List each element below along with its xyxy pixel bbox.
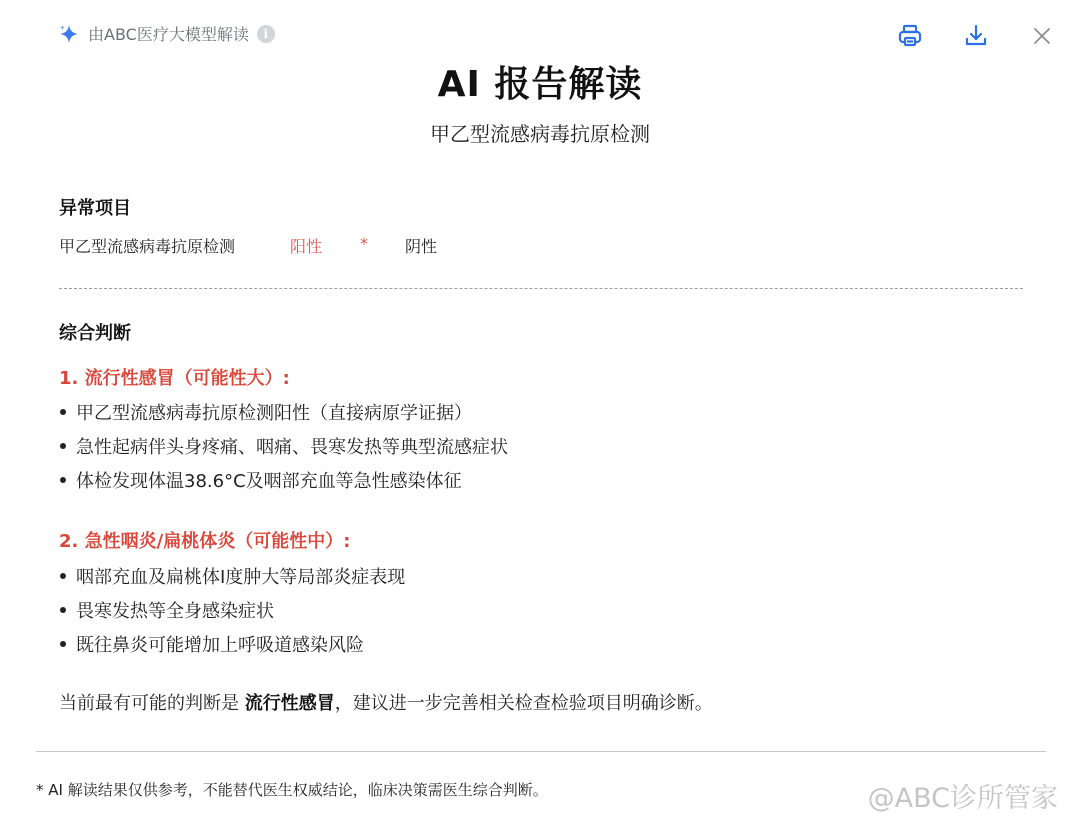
info-icon[interactable]: i	[257, 25, 275, 43]
top-bar	[58, 22, 1060, 50]
list-item: 体检发现体温38.6°C及咽部充血等急性感染体征	[59, 467, 462, 493]
abnormal-item-result: 阳性	[290, 237, 323, 256]
bullet-icon	[60, 641, 66, 647]
list-item: 急性起病伴头身疼痛、咽痛、畏寒发热等典型流感症状	[59, 433, 508, 459]
disclaimer: * AI 解读结果仅供参考，不能替代医生权威结论，临床决策需医生综合判断。	[36, 781, 548, 799]
sparkle-icon	[58, 23, 80, 45]
abnormal-heading: 异常项目	[59, 198, 131, 219]
list-item: 咽部充血及扁桃体I度肿大等局部炎症表现	[59, 563, 405, 589]
list-item: 畏寒发热等全身感染症状	[59, 597, 274, 623]
toolbar-actions	[892, 20, 1060, 52]
model-badge	[58, 22, 275, 45]
bullet-icon	[60, 607, 66, 613]
abnormal-item-name: 甲乙型流感病毒抗原检测	[59, 237, 236, 256]
badge-label: 由ABC医疗大模型解读	[88, 25, 249, 44]
abnormal-item-flag: *	[360, 234, 368, 253]
bullet-icon	[60, 477, 66, 483]
diagnosis-group-title: 1. 流行性感冒（可能性大）:	[59, 368, 290, 389]
bullet-icon	[60, 573, 66, 579]
printer-icon[interactable]	[892, 20, 928, 52]
page-title: AI 报告解读	[437, 64, 643, 105]
footer-divider	[36, 751, 1046, 752]
close-icon[interactable]	[1024, 20, 1060, 52]
download-icon[interactable]	[958, 20, 994, 52]
conclusion-text: 当前最有可能的判断是 流行性感冒，建议进一步完善相关检查检验项目明确诊断。	[59, 693, 713, 714]
abnormal-item-row	[59, 234, 559, 256]
bullet-icon	[60, 443, 66, 449]
page-subtitle: 甲乙型流感病毒抗原检测	[430, 122, 650, 146]
watermark: @ABC诊所管家	[867, 783, 1058, 814]
abnormal-item-reference: 阴性	[405, 237, 438, 256]
diagnosis-group-title: 2. 急性咽炎/扁桃体炎（可能性中）:	[59, 531, 351, 552]
judgment-heading: 综合判断	[59, 323, 131, 344]
list-item: 甲乙型流感病毒抗原检测阳性（直接病原学证据）	[59, 399, 472, 425]
list-item: 既往鼻炎可能增加上呼吸道感染风险	[59, 631, 364, 657]
conclusion-diagnosis: 流行性感冒	[244, 693, 335, 714]
section-divider	[59, 288, 1023, 289]
bullet-icon	[60, 409, 66, 415]
